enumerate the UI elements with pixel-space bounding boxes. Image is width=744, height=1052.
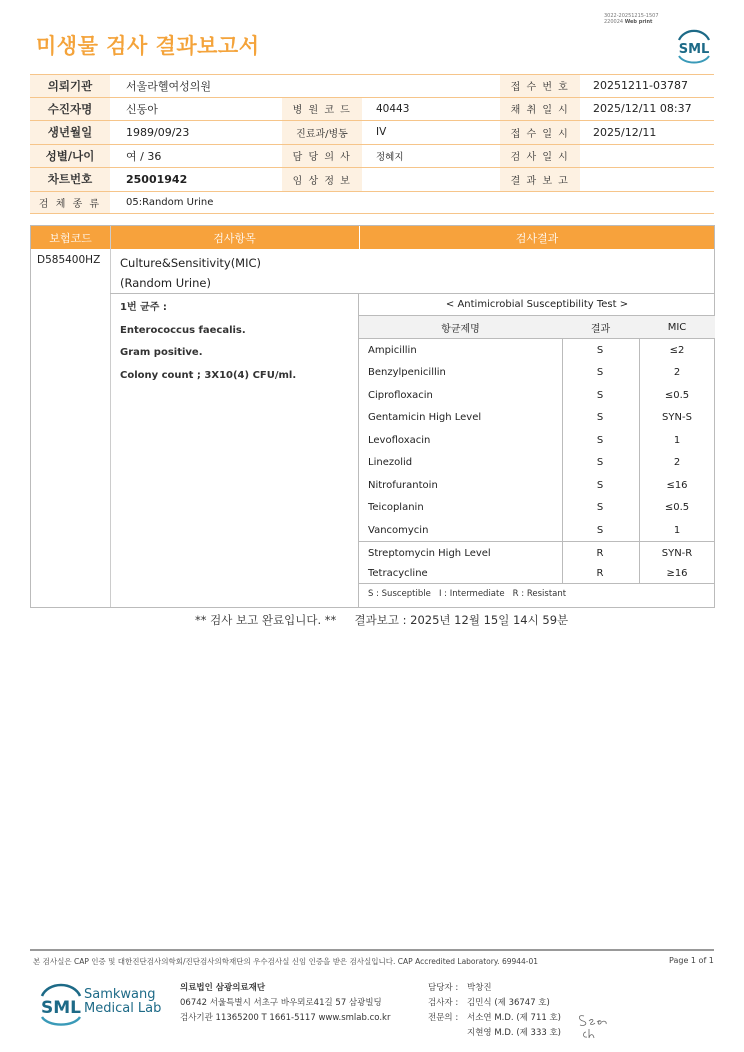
info-row [30,145,714,169]
antibiotic-mic: 1 [673,524,681,536]
ast-row [359,384,715,407]
antibiotic-result: S [596,412,604,424]
column-mic: MIC [667,321,687,333]
antibiotic-name: Benzylpenicillin [368,367,446,379]
organism-line: Colony count ; 3X10(4) CFU/ml. [120,369,297,381]
ast-row [359,497,715,520]
value-department: IV [376,126,387,139]
brand-line1: Samkwang [84,987,156,1002]
antibiotic-result: S [596,524,604,536]
label-department: 진료과/병동 [282,121,362,144]
antibiotic-result: S [596,457,604,469]
label-hospital-code: 병 원 코 드 [282,98,362,121]
value-hospital-code: 40443 [376,102,410,115]
ast-column-header [359,316,715,338]
organism-line: Gram positive. [120,347,203,359]
label-birth-date: 생년월일 [30,121,110,144]
label-collection-time: 채 취 일 시 [500,98,580,121]
staff-role: 검사자 : [428,998,459,1008]
ast-row [359,474,715,497]
staff-name: 박창진 [467,983,492,993]
antibiotic-name: Levofloxacin [368,434,431,446]
test-name-line1: Culture&Sensitivity(MIC) [120,256,262,270]
cap-accreditation-note: 본 검사실은 CAP 인증 및 대한진단검사의학회/진단검사의학재단의 우수검사실 신임 인증을 받은 검사실입니다. CAP Accredited Laboratory. 69944-01 [33,957,539,966]
value-birth-date: 1989/09/23 [126,125,190,139]
antibiotic-mic: ≤2 [669,344,685,356]
label-specimen-type: 검 체 종 류 [30,192,110,213]
value-specimen-type: 05:Random Urine [126,196,214,208]
ast-row [359,519,715,542]
label-chart-number: 차트번호 [30,168,110,191]
organism-line: 1번 균주 : [120,302,167,313]
organism-line: Enterococcus faecalis. [120,324,246,336]
value-requesting-org: 서울라헬여성의원 [126,79,212,93]
antibiotic-mic: ≤0.5 [664,502,690,514]
label-sex-age: 성별/나이 [30,145,110,168]
info-row [30,168,714,192]
value-sex-age: 여 / 36 [126,149,162,163]
signature-icon [576,1010,612,1042]
brand-name [84,988,161,1016]
label-doctor: 담 당 의 사 [282,145,362,168]
header-test-item: 검사항목 [213,231,256,245]
value-collection-time: 2025/12/11 08:37 [593,102,692,116]
insurance-code: D585400HZ [37,254,101,266]
sml-logo-icon [36,980,86,1028]
ast-row [359,362,715,385]
test-name-line2: (Random Urine) [120,276,211,290]
antibiotic-mic: ≥16 [666,568,688,579]
antibiotic-name: Linezolid [368,457,413,469]
info-row [30,192,714,214]
staff-role [428,1026,467,1041]
ast-legend: S : Susceptible I : Intermediate R : Resistant [368,589,567,599]
column-result: 결과 [590,323,611,335]
ast-row [359,564,715,583]
antibiotic-mic: SYN-R [661,547,693,559]
label-test-time: 검 사 일 시 [500,145,580,168]
label-receipt-number: 접 수 번 호 [500,75,580,97]
antibiotic-mic: 2 [673,457,681,469]
organism-info [120,297,296,387]
org-name: 의료법인 삼광의료재단 [180,983,266,993]
staff-line [428,1011,561,1026]
antibiotic-name: Nitrofurantoin [368,479,438,491]
label-result-report: 결 과 보 고 [500,168,580,191]
info-row [30,98,714,122]
result-table [30,225,715,608]
staff-name: 김민식 (제 36747 호) [467,998,550,1008]
result-table-header [31,226,714,249]
antibiotic-result: S [596,502,604,514]
staff-role: 전문의 : [428,1013,459,1023]
antibiotic-name: Tetracycline [368,568,428,579]
info-row [30,121,714,145]
svg-text:SML: SML [41,998,81,1018]
header-test-result: 검사결과 [515,231,559,245]
header-insurance-code: 보험코드 [49,231,92,245]
report-status: ** 검사 보고 완료입니다. ** 결과보고 : 2025년 12월 15일 14시 59분 [195,613,569,627]
antibiotic-name: Streptomycin High Level [368,547,491,559]
antibiotic-result: S [596,434,604,446]
org-address: 06742 서울특별시 서초구 바우뫼로41길 57 삼광빌딩 [180,998,382,1008]
patient-info-table [30,74,714,214]
org-contact: 검사기관 11365200 T 1661-5117 www.smlab.co.kr [180,1013,391,1023]
staff-name: 서소연 M.D. (제 711 호) [467,1013,562,1023]
print-code [604,13,659,25]
ast-row [359,542,715,565]
staff-info [428,981,561,1041]
staff-line [428,981,561,996]
antibiotic-mic: 1 [673,434,681,446]
footer-divider [30,949,714,951]
antibiotic-result: S [596,344,604,356]
antibiotic-name: Ampicillin [368,344,417,356]
antibiotic-name: Vancomycin [368,524,429,536]
label-patient-name: 수진자명 [30,98,110,121]
test-name [120,253,261,293]
antibiotic-result: R [596,547,604,559]
staff-name: 지현영 M.D. (제 333 호) [467,1028,562,1038]
ast-row [359,429,715,452]
value-doctor: 정혜지 [376,151,404,163]
value-receipt-time: 2025/12/11 [593,125,657,139]
antibiotic-mic: ≤0.5 [664,389,690,401]
value-chart-number: 25001942 [126,172,188,186]
ast-title: < Antimicrobial Susceptibility Test > [445,298,629,310]
organization-info [180,981,390,1026]
ast-row [359,339,715,362]
column-antibiotic: 항균제명 [441,323,480,335]
staff-role: 담당자 : [428,983,459,993]
staff-line [428,1026,561,1041]
print-code-line1: 3022-20251215-1507 [604,13,659,19]
sml-logo-icon [674,26,714,64]
ast-row [359,407,715,430]
antibiotic-mic: ≤16 [666,479,688,491]
brand-line2: Medical Lab [84,1001,162,1016]
antibiotic-name: Gentamicin High Level [368,412,482,424]
antibiotic-name: Ciprofloxacin [368,389,433,401]
ast-row [359,452,715,475]
value-receipt-number: 20251211-03787 [593,79,688,93]
label-clinical-info: 임 상 정 보 [282,168,362,191]
label-requesting-org: 의뢰기관 [30,75,110,97]
value-patient-name: 신동아 [126,102,158,116]
staff-line [428,996,561,1011]
antibiotic-result: R [596,568,604,579]
antibiotic-result: S [596,479,604,491]
antibiotic-mic: SYN-S [662,412,692,424]
info-row [30,74,714,98]
antibiotic-result: S [596,367,604,379]
antibiotic-result: S [596,389,604,401]
print-code-line2: 220024 Web print [604,19,653,25]
antibiotic-mic: 2 [673,367,681,379]
page-number: Page 1 of 1 [669,956,714,965]
page-title: 미생물 검사 결과보고서 [36,34,260,58]
antibiotic-name: Teicoplanin [368,502,424,514]
svg-text:SML: SML [678,42,710,57]
label-receipt-time: 접 수 일 시 [500,121,580,144]
